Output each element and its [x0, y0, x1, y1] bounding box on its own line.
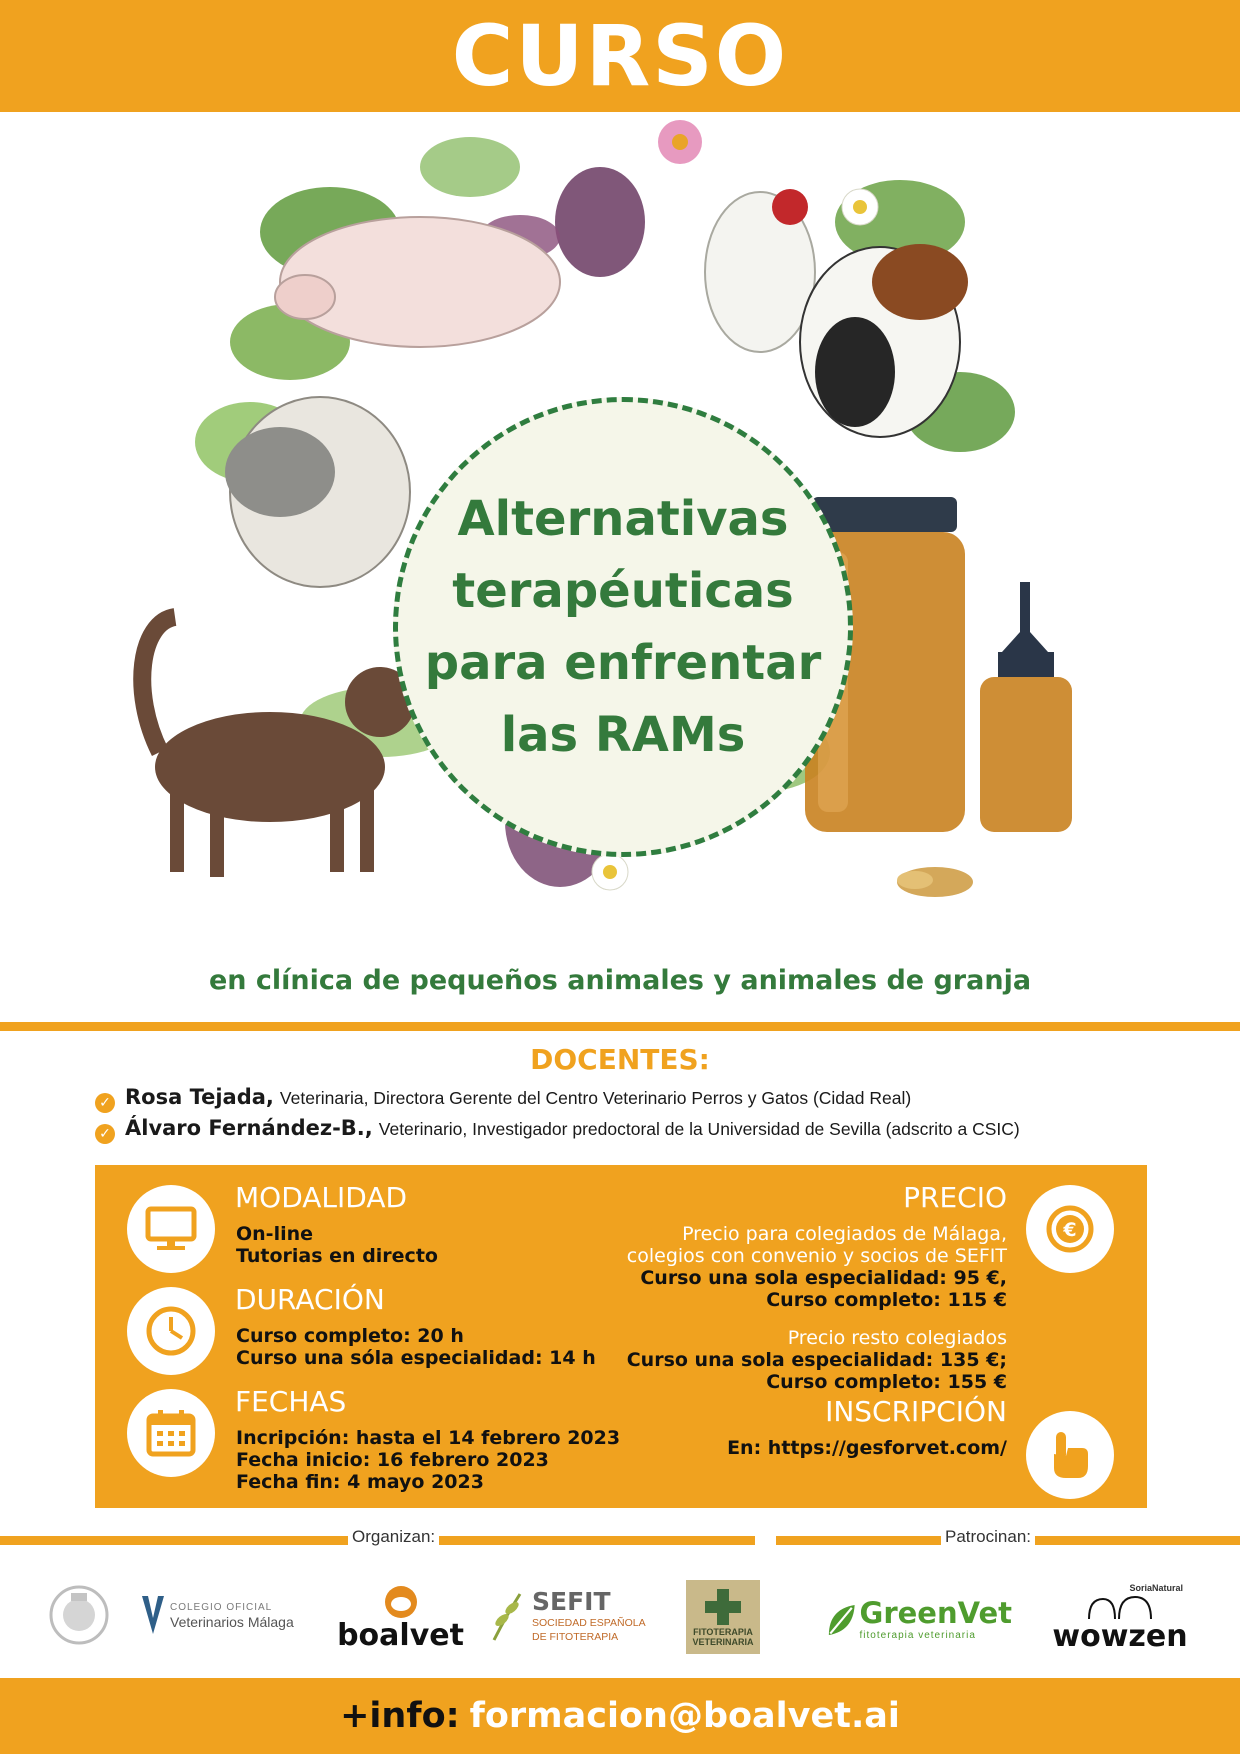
cat-dog-icon: [1085, 1593, 1155, 1621]
rooster-illustration: [705, 189, 815, 352]
inscripcion-link[interactable]: En: https://gesforvet.com/: [727, 1437, 1007, 1459]
check-icon: ✓: [95, 1124, 115, 1144]
sefit-name: SEFIT: [532, 1587, 611, 1616]
contact-bar: [0, 1678, 1240, 1754]
precio-value: Curso completo: 155 €: [766, 1371, 1007, 1393]
svg-text:€: €: [1063, 1219, 1077, 1241]
colegio-v-icon: [140, 1594, 166, 1636]
greenvet-logo: [826, 1592, 1012, 1648]
duracion-title: DURACIÓN: [235, 1283, 385, 1316]
colegio-malaga-logo: [140, 1592, 300, 1638]
hero-illustration: [0, 112, 1240, 952]
course-info-panel: [95, 1165, 1147, 1508]
precio-value: Curso una sola especialidad: 95 €,: [640, 1267, 1007, 1289]
precio-title: PRECIO: [903, 1181, 1007, 1214]
colegio-line1: COLEGIO OFICIAL: [170, 1602, 273, 1613]
sefit-line2: DE FITOTERAPIA: [532, 1631, 619, 1643]
section-divider: [0, 1022, 1240, 1031]
boalvet-dog-icon: [379, 1584, 423, 1620]
duracion-line: Curso una sóla especialidad: 14 h: [236, 1347, 596, 1369]
fechas-line: Fecha fin: 4 mayo 2023: [236, 1471, 484, 1493]
sefit-logo: [488, 1584, 678, 1648]
wowzen-name: wowzen: [1052, 1619, 1188, 1654]
docente-name: Álvaro Fernández-B.,: [125, 1116, 373, 1140]
modalidad-title: MODALIDAD: [235, 1181, 408, 1214]
calendar-icon: [127, 1389, 215, 1477]
docentes-heading: DOCENTES:: [530, 1043, 710, 1076]
wowzen-logo: [1045, 1578, 1195, 1658]
course-title-badge: [393, 397, 853, 857]
precio-value: Curso completo: 115 €: [766, 1289, 1007, 1311]
greenvet-tagline: fitoterapia veterinaria: [859, 1630, 976, 1641]
precio-value: Curso una sola especialidad: 135 €;: [626, 1349, 1007, 1371]
docente-role: Veterinario, Investigador predoctoral de la Universidad de Sevilla (adscrito a CSIC): [378, 1119, 1020, 1139]
soria-natural-label: SoriaNatural: [1129, 1583, 1183, 1593]
clock-icon: [127, 1287, 215, 1375]
colegio-line2: Veterinarios Málaga: [170, 1614, 294, 1630]
duracion-line: Curso completo: 20 h: [236, 1325, 464, 1347]
euro-icon: [1026, 1185, 1114, 1273]
fito-line1: FITOTERAPIA: [693, 1627, 753, 1637]
check-icon: ✓: [95, 1093, 115, 1113]
precio-label: Precio para colegiados de Málaga,: [682, 1223, 1007, 1245]
boalvet-name: boalvet: [337, 1617, 464, 1653]
boalvet-logo: [338, 1580, 463, 1655]
contact-email[interactable]: formacion@boalvet.ai: [469, 1696, 900, 1736]
junta-crest-logo: [42, 1582, 116, 1648]
modalidad-line: Tutorias en directo: [236, 1245, 438, 1267]
inscripcion-title: INSCRIPCIÓN: [825, 1395, 1007, 1428]
precio-label: colegios con convenio y socios de SEFIT: [626, 1245, 1007, 1267]
bottles-illustration: [805, 497, 1072, 897]
precio-label: Precio resto colegiados: [787, 1327, 1007, 1349]
header-bar: [0, 0, 1240, 112]
contact-label: +info:: [340, 1696, 460, 1736]
patrocinan-label: Patrocinan:: [941, 1527, 1035, 1547]
greenvet-name: GreenVet: [859, 1596, 1012, 1630]
monitor-icon: [127, 1185, 215, 1273]
docente-name: Rosa Tejada,: [125, 1085, 274, 1109]
docente-item: [95, 1085, 911, 1110]
fechas-title: FECHAS: [235, 1385, 347, 1418]
pig-illustration: [275, 217, 560, 347]
fito-line2: VETERINARIA: [692, 1637, 754, 1647]
fitoterapia-veterinaria-logo: [686, 1580, 760, 1654]
organizan-label: Organizan:: [348, 1527, 439, 1547]
modalidad-line: On-line: [236, 1223, 314, 1245]
green-cross-icon: [703, 1587, 743, 1627]
sefit-line1: SOCIEDAD ESPAÑOLA: [532, 1617, 646, 1629]
pointer-hand-icon: [1026, 1411, 1114, 1499]
docente-item: [95, 1116, 1020, 1141]
sefit-leaf-icon: [488, 1590, 526, 1642]
fechas-line: Fecha inicio: 16 febrero 2023: [236, 1449, 549, 1471]
docente-role: Veterinaria, Directora Gerente del Centro Veterinario Perros y Gatos (Cidad Real): [279, 1088, 912, 1108]
course-title: Alternativas terapéuticas para enfrentar las RAMs: [424, 491, 822, 763]
fechas-line: Incripción: hasta el 14 febrero 2023: [236, 1427, 621, 1449]
greenvet-leaf-icon: [826, 1595, 858, 1645]
course-subtitle: en clínica de pequeños animales y animales de granja: [208, 965, 1032, 996]
cat-illustration: [142, 617, 415, 877]
course-heading: CURSO: [451, 7, 789, 105]
